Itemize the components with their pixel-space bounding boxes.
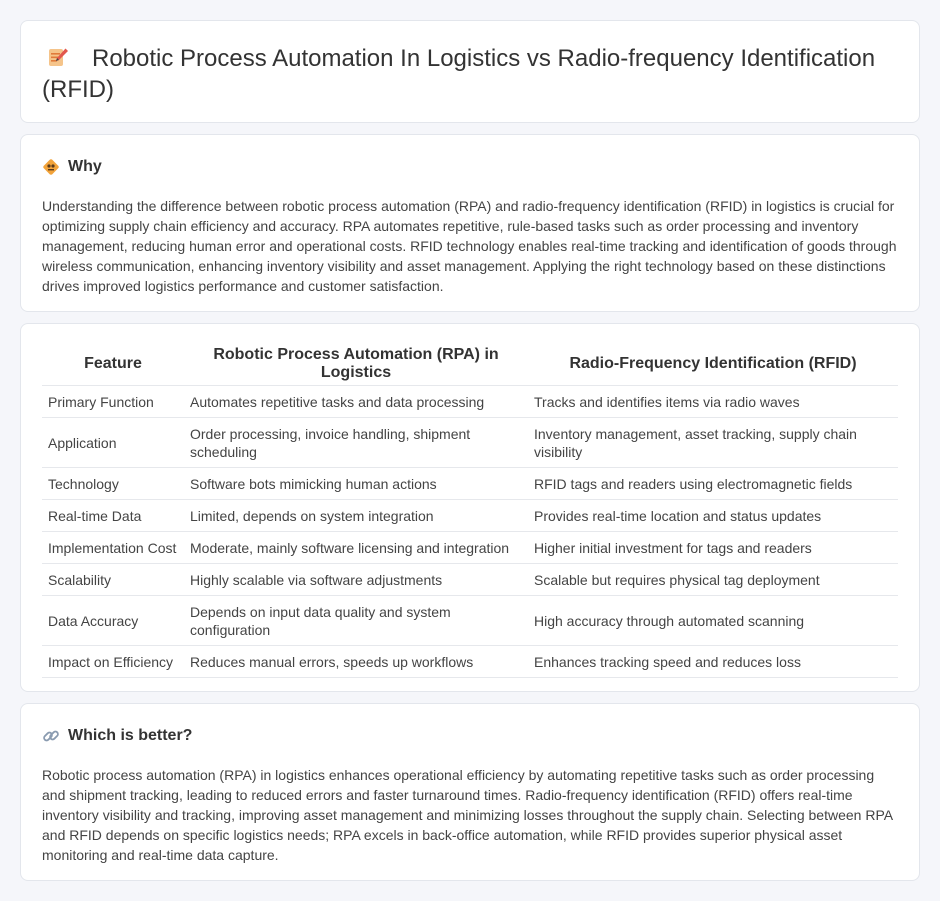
why-heading-text: Why xyxy=(68,158,102,175)
feature-cell: Application xyxy=(42,418,184,468)
diamond-sign-icon xyxy=(42,158,60,176)
page-title xyxy=(42,43,899,105)
rpa-cell: Automates repetitive tasks and data processing xyxy=(184,386,528,418)
why-section xyxy=(20,134,920,312)
better-heading-text: Which is better? xyxy=(68,727,193,744)
feature-cell: Technology xyxy=(42,468,184,500)
header-rpa: Robotic Process Automation (RPA) in Logistics xyxy=(184,346,528,386)
rfid-cell: RFID tags and readers using electromagnetic fields xyxy=(528,468,898,500)
why-text: Understanding the difference between robotic process automation (RPA) and radio-frequency identification (RFID) in logistics is crucial for optimizing supply chain efficiency and accuracy. RPA automates repetitive, rule-based tasks such as order processing and inventory management, reducing human error and operational costs. RFID technology enables real-time tracking and identification of goods through wireless communication, enhancing inventory visibility and asset management. Applying the right technology based on these distinctions drives improved logistics performance and customer satisfaction. xyxy=(42,198,897,294)
better-text: Robotic process automation (RPA) in logistics enhances operational efficiency by automating repetitive tasks such as order processing and shipment tracking, leading to reduced errors and faster turnaround times. Radio-frequency identification (RFID) offers real-time inventory visibility and tracking, improving asset management and minimizing losses throughout the supply chain. Selecting between RPA and RFID depends on specific logistics needs; RPA excels in back-office automation, while RFID provides superior physical asset monitoring and real-time data capture. xyxy=(42,767,893,863)
rpa-cell: Highly scalable via software adjustments xyxy=(184,564,528,596)
table-row xyxy=(42,418,898,468)
rfid-cell: Scalable but requires physical tag deployment xyxy=(528,564,898,596)
rfid-cell: High accuracy through automated scanning xyxy=(528,596,898,646)
link-icon xyxy=(42,727,60,745)
rpa-cell: Software bots mimicking human actions xyxy=(184,468,528,500)
rfid-cell: Tracks and identifies items via radio waves xyxy=(528,386,898,418)
why-heading xyxy=(42,157,899,177)
table-header-row xyxy=(42,346,898,386)
rpa-cell: Moderate, mainly software licensing and integration xyxy=(184,532,528,564)
page-title-text: Robotic Process Automation In Logistics vs Radio-frequency Identification (RFID) xyxy=(42,45,876,103)
title-card xyxy=(20,20,920,123)
feature-cell: Primary Function xyxy=(42,386,184,418)
rfid-cell: Inventory management, asset tracking, supply chain visibility xyxy=(528,418,898,468)
feature-cell: Data Accuracy xyxy=(42,596,184,646)
memo-pencil-icon xyxy=(46,45,70,69)
feature-cell: Implementation Cost xyxy=(42,532,184,564)
rpa-cell: Depends on input data quality and system configuration xyxy=(184,596,528,646)
comparison-table xyxy=(42,346,898,678)
rfid-cell: Higher initial investment for tags and readers xyxy=(528,532,898,564)
rfid-cell: Enhances tracking speed and reduces loss xyxy=(528,646,898,678)
feature-cell: Scalability xyxy=(42,564,184,596)
table-row xyxy=(42,386,898,418)
which-better-section xyxy=(20,703,920,881)
feature-cell: Real-time Data xyxy=(42,500,184,532)
rpa-cell: Limited, depends on system integration xyxy=(184,500,528,532)
table-row xyxy=(42,532,898,564)
table-row xyxy=(42,564,898,596)
better-heading xyxy=(42,726,899,746)
header-rfid: Radio-Frequency Identification (RFID) xyxy=(528,346,898,386)
comparison-section xyxy=(20,323,920,692)
rpa-cell: Reduces manual errors, speeds up workflows xyxy=(184,646,528,678)
header-feature: Feature xyxy=(42,346,184,386)
table-row xyxy=(42,596,898,646)
rfid-cell: Provides real-time location and status updates xyxy=(528,500,898,532)
table-row xyxy=(42,468,898,500)
table-row xyxy=(42,646,898,678)
table-row xyxy=(42,500,898,532)
rpa-cell: Order processing, invoice handling, shipment scheduling xyxy=(184,418,528,468)
feature-cell: Impact on Efficiency xyxy=(42,646,184,678)
